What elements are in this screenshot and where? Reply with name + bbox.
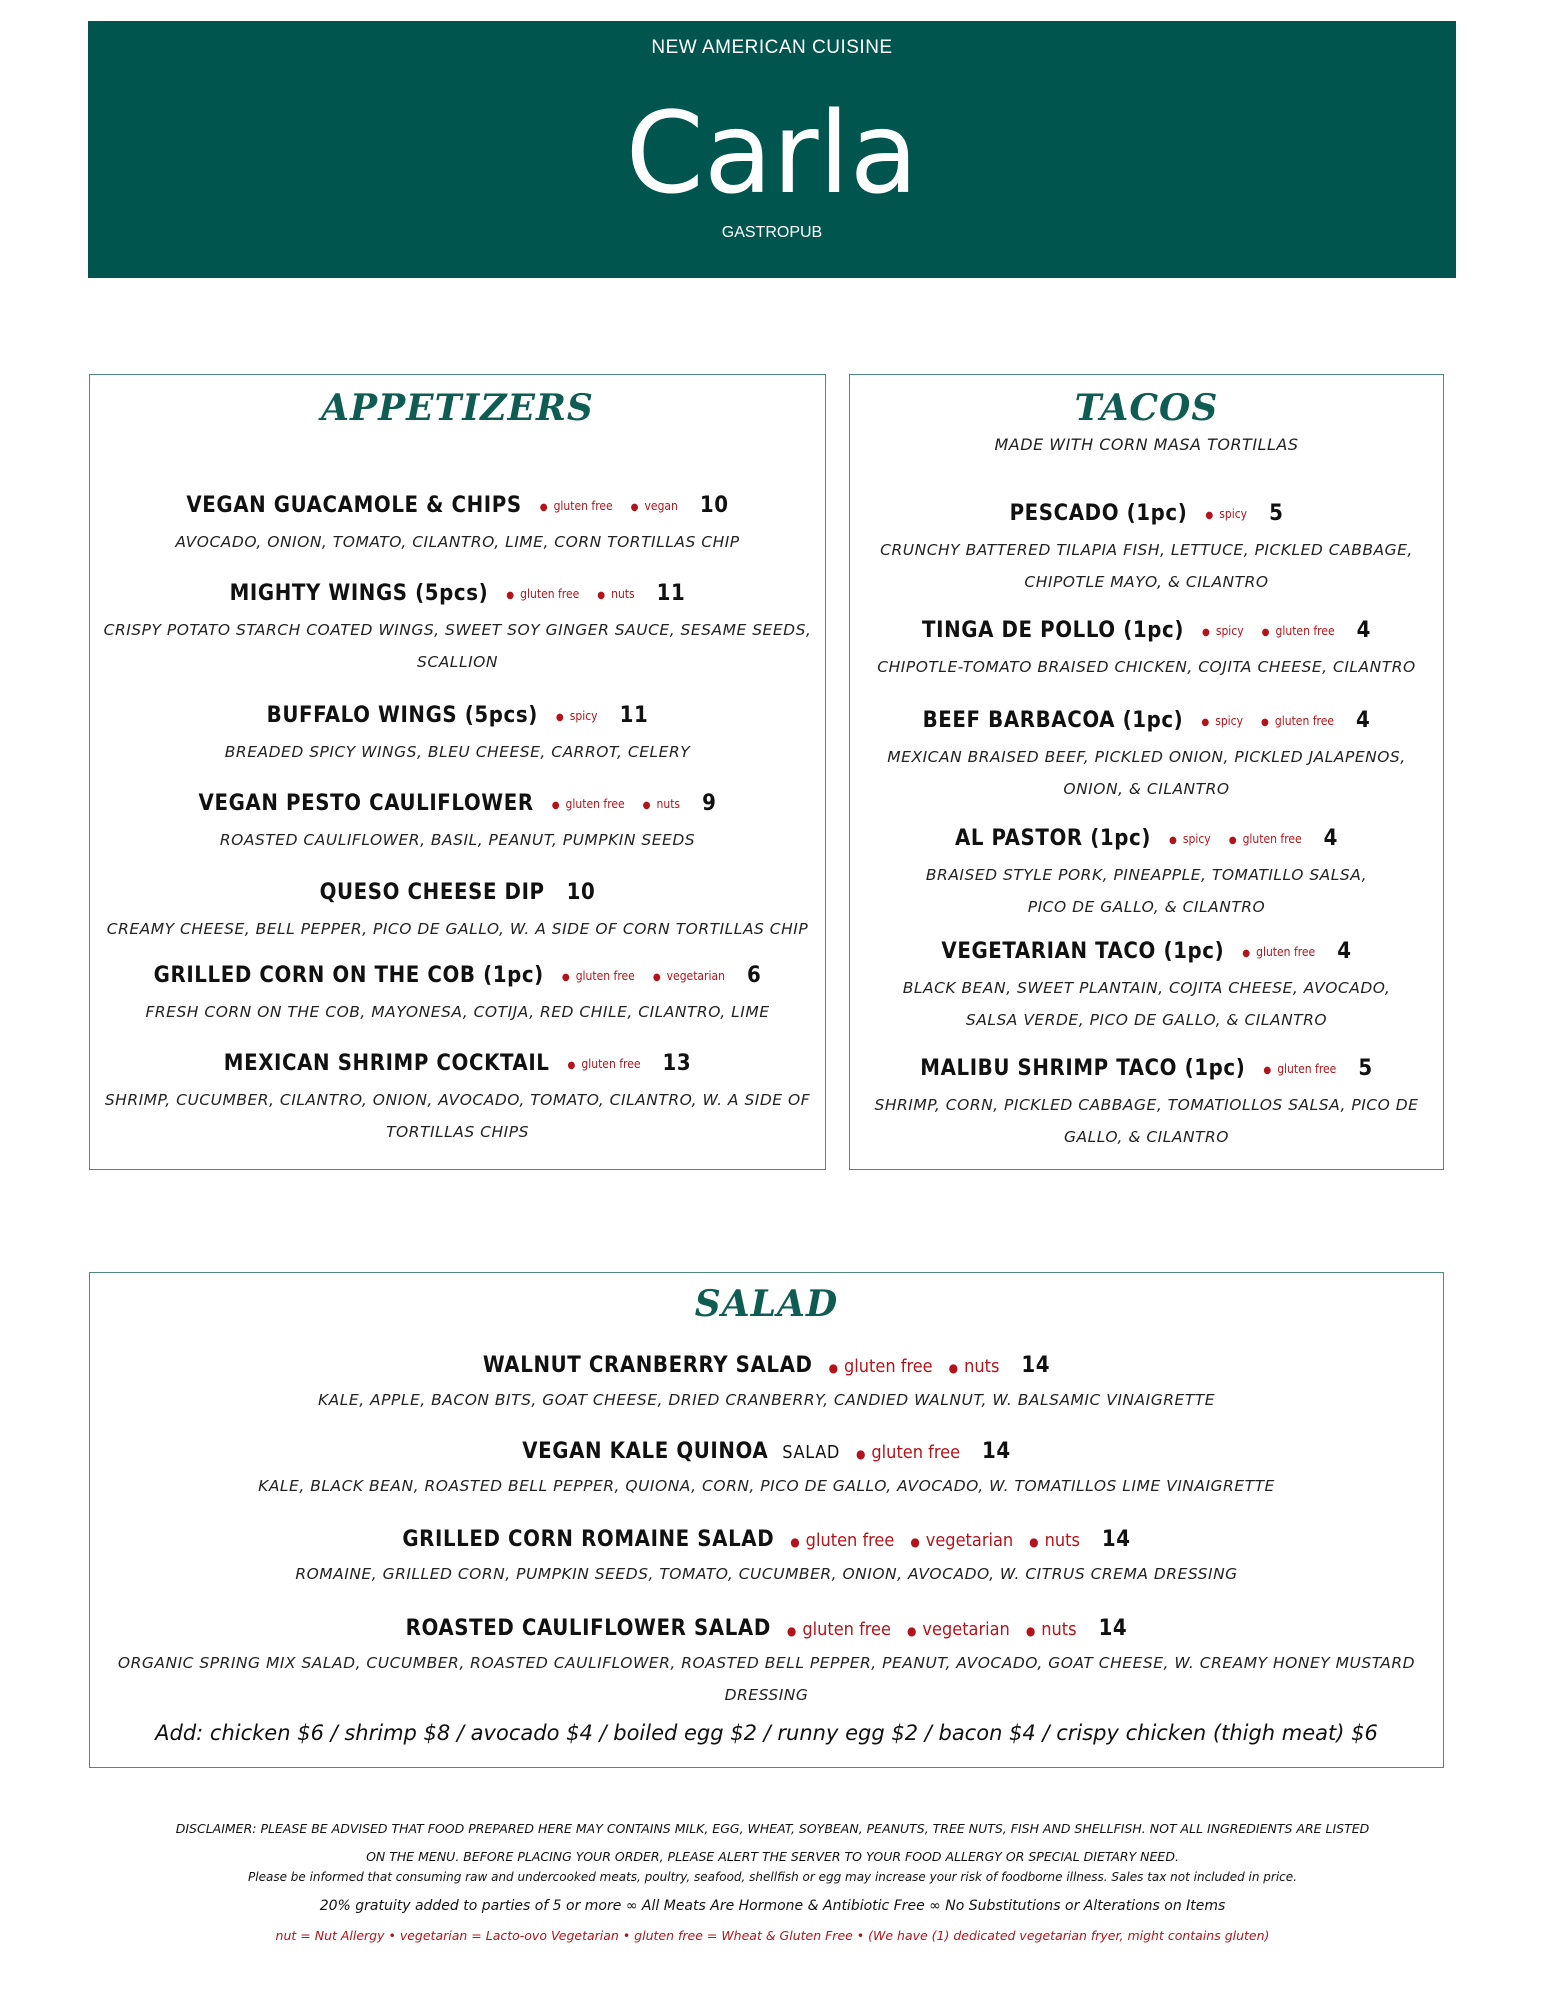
- salad-title: SALAD: [694, 1283, 839, 1325]
- menu-item-price: 6: [746, 963, 762, 988]
- description-line: KALE, BLACK BEAN, ROASTED BELL PEPPER, QUIONA, CORN, PICO DE GALLO, AVOCADO, W. TOMATILLOS LIME VINAIGRETTE: [258, 1477, 1275, 1495]
- salad-section: [89, 1272, 1444, 1768]
- dietary-tag: ● nuts: [643, 797, 680, 811]
- menu-item-name: TINGA DE POLLO (1pc): [922, 618, 1184, 643]
- menu-item: [850, 1056, 1443, 1153]
- dietary-tag: ● gluten free: [1262, 624, 1335, 638]
- menu-item-header: [90, 1616, 1443, 1641]
- menu-item-name: VEGAN KALE QUINOA: [522, 1439, 769, 1464]
- menu-item-price: 14: [1101, 1527, 1131, 1552]
- dietary-legend: nut = Nut Allergy • vegetarian = Lacto-ovo Vegetarian • gluten free = Wheat & Gluten Free • (We have (1) dedicated vegetarian fryer, might contains gluten): [275, 1928, 1270, 1943]
- menu-item-description: [850, 1089, 1443, 1153]
- menu-item-header: [90, 1051, 825, 1076]
- dietary-tag: ● gluten free: [540, 499, 613, 513]
- menu-item: [90, 963, 825, 1028]
- salad-addons: Add: chicken $6 / shrimp $8 / avocado $4 / boiled egg $2 / runny egg $2 / bacon $4 / crispy chicken (thigh meat) $6: [155, 1721, 1378, 1745]
- menu-item-description: [850, 972, 1443, 1036]
- dietary-tag: ● gluten free: [1242, 945, 1315, 959]
- menu-item-description: [90, 1558, 1443, 1590]
- description-line: CRUNCHY BATTERED TILAPIA FISH, LETTUCE, PICKLED CABBAGE,: [880, 541, 1413, 559]
- tacos-note: MADE WITH CORN MASA TORTILLAS: [994, 435, 1299, 454]
- menu-item-name: GRILLED CORN ON THE COB (1pc): [153, 963, 544, 988]
- menu-item-price: 11: [619, 703, 649, 728]
- description-line: BRAISED STYLE PORK, PINEAPPLE, TOMATILLO SALSA,: [925, 866, 1368, 884]
- description-line: TORTILLAS CHIPS: [386, 1123, 529, 1141]
- menu-item-name: ROASTED CAULIFLOWER SALAD: [405, 1616, 771, 1641]
- dietary-tag: ● gluten free: [1229, 832, 1302, 846]
- restaurant-subtitle: GASTROPUB: [721, 224, 823, 241]
- menu-item-header: [90, 880, 825, 905]
- dietary-tag: ● nuts: [1029, 1530, 1080, 1551]
- description-line: CREAMY CHEESE, BELL PEPPER, PICO DE GALLO, W. A SIDE OF CORN TORTILLAS CHIP: [106, 920, 809, 938]
- menu-item: [850, 501, 1443, 598]
- menu-item: [90, 1051, 825, 1148]
- menu-item: [850, 939, 1443, 1036]
- menu-item: [850, 826, 1443, 923]
- menu-item-name: BUFFALO WINGS (5pcs): [266, 703, 538, 728]
- description-line: CRISPY POTATO STARCH COATED WINGS, SWEET SOY GINGER SAUCE, SESAME SEEDS,: [103, 621, 812, 639]
- menu-item-price: 9: [702, 791, 717, 816]
- description-line: KALE, APPLE, BACON BITS, GOAT CHEESE, DRIED CRANBERRY, CANDIED WALNUT, W. BALSAMIC VINAIGRETTE: [318, 1391, 1215, 1409]
- dietary-tag: ● spicy: [1202, 624, 1244, 638]
- menu-item-description: [850, 651, 1443, 683]
- menu-item-name: GRILLED CORN ROMAINE SALAD: [402, 1527, 775, 1552]
- menu-item-name: MEXICAN SHRIMP COCKTAIL: [223, 1051, 550, 1076]
- dietary-tag: ● vegan: [631, 499, 678, 513]
- disclaimer-line-2: ON THE MENU. BEFORE PLACING YOUR ORDER, PLEASE ALERT THE SERVER TO YOUR FOOD ALLERGY OR SPECIAL DIETARY NEED.: [366, 1849, 1179, 1864]
- menu-item: [90, 1439, 1443, 1502]
- dietary-tag: ● gluten free: [829, 1356, 933, 1377]
- dietary-tag: ● gluten free: [1261, 714, 1334, 728]
- description-line: SCALLION: [417, 653, 498, 671]
- cuisine-kicker: NEW AMERICAN CUISINE: [651, 37, 893, 58]
- description-line: MEXICAN BRAISED BEEF, PICKLED ONION, PICKLED JALAPENOS,: [887, 748, 1406, 766]
- menu-item-header: [850, 1056, 1443, 1081]
- menu-item-header: [850, 826, 1443, 851]
- menu-item-header: [90, 963, 825, 988]
- dietary-tag: ● vegetarian: [910, 1530, 1013, 1551]
- menu-item-price: 11: [656, 581, 686, 606]
- menu-item-name: VEGAN PESTO CAULIFLOWER: [198, 791, 534, 816]
- dietary-tag: ● gluten free: [506, 587, 579, 601]
- description-line: GALLO, & CILANTRO: [1063, 1128, 1229, 1146]
- menu-item-price: 10: [699, 493, 729, 518]
- menu-item-name: PESCADO (1pc): [1009, 501, 1188, 526]
- disclaimer-line-1: DISCLAIMER: PLEASE BE ADVISED THAT FOOD PREPARED HERE MAY CONTAINS MILK, EGG, WHEAT, SOYBEAN, PEANUTS, TREE NUTS, FISH AND SHELLFISH. NOT ALL INGREDIENTS ARE LISTED: [175, 1821, 1370, 1836]
- menu-item-description: [90, 1647, 1443, 1711]
- appetizers-title: APPETIZERS: [321, 387, 594, 429]
- menu-item-price: 4: [1356, 618, 1371, 643]
- restaurant-header: [88, 21, 1456, 278]
- description-line: ROASTED CAULIFLOWER, BASIL, PEANUT, PUMPKIN SEEDS: [219, 831, 696, 849]
- menu-item-name: WALNUT CRANBERRY SALAD: [482, 1353, 813, 1378]
- dietary-tag: ● nuts: [1026, 1619, 1077, 1640]
- description-line: CHIPOTLE-TOMATO BRAISED CHICKEN, COJITA CHEESE, CILANTRO: [877, 658, 1416, 676]
- menu-item-header: [90, 1439, 1443, 1464]
- menu-item: [90, 1616, 1443, 1711]
- menu-item-price: 4: [1323, 826, 1339, 851]
- dietary-tag: ● gluten free: [787, 1619, 891, 1640]
- raw-food-notice: Please be informed that consuming raw and undercooked meats, poultry, seafood, shellfish or egg may increase your risk of foodborne illness. Sales tax not included in price.: [248, 1870, 1297, 1884]
- menu-item: [90, 1527, 1443, 1590]
- menu-item-header: [90, 581, 825, 606]
- description-line: ROMAINE, GRILLED CORN, PUMPKIN SEEDS, TOMATO, CUCUMBER, ONION, AVOCADO, W. CITRUS CREMA DRESSING: [295, 1565, 1238, 1583]
- menu-item-name: MIGHTY WINGS (5pcs): [229, 581, 489, 606]
- description-line: BREADED SPICY WINGS, BLEU CHEESE, CARROT, CELERY: [224, 743, 691, 761]
- menu-item-description: [850, 741, 1443, 805]
- menu-item-header: [90, 493, 825, 518]
- description-line: BLACK BEAN, SWEET PLANTAIN, COJITA CHEESE, AVOCADO,: [902, 979, 1391, 997]
- dietary-tag: ● spicy: [1205, 507, 1247, 521]
- menu-item: [90, 880, 825, 945]
- menu-item-name: VEGAN GUACAMOLE & CHIPS: [186, 493, 522, 518]
- menu-item-description: [90, 913, 825, 945]
- menu-item-name: QUESO CHEESE DIP: [319, 880, 545, 905]
- dietary-tag: ● gluten free: [790, 1530, 894, 1551]
- menu-item-suffix: SALAD: [782, 1442, 840, 1463]
- dietary-tag: ● gluten free: [568, 1057, 641, 1071]
- menu-item-price: 4: [1355, 708, 1371, 733]
- menu-item-header: [90, 791, 825, 816]
- menu-item-description: [90, 996, 825, 1028]
- dietary-tag: ● gluten free: [856, 1442, 960, 1463]
- menu-item-price: 4: [1337, 939, 1352, 964]
- appetizers-section: [89, 374, 826, 1170]
- description-line: PICO DE GALLO, & CILANTRO: [1027, 898, 1266, 916]
- description-line: ORGANIC SPRING MIX SALAD, CUCUMBER, ROASTED CAULIFLOWER, ROASTED BELL PEPPER, PEANUT, AVOCADO, GOAT CHEESE, W. CREAMY HONEY MUSTARD: [117, 1654, 1416, 1672]
- menu-item-name: AL PASTOR (1pc): [954, 826, 1152, 851]
- menu-item: [90, 791, 825, 856]
- menu-item-description: [850, 534, 1443, 598]
- menu-item-header: [90, 703, 825, 728]
- dietary-tag: ● vegetarian: [907, 1619, 1010, 1640]
- menu-item-name: BEEF BARBACOA (1pc): [922, 708, 1184, 733]
- menu-item-header: [90, 1527, 1443, 1552]
- menu-item-price: 14: [1021, 1353, 1051, 1378]
- menu-item-header: [90, 1353, 1443, 1378]
- menu-item-price: 14: [1098, 1616, 1128, 1641]
- menu-item: [90, 581, 825, 678]
- disclaimer: [90, 1815, 1455, 1871]
- menu-item-price: 14: [982, 1439, 1011, 1464]
- menu-item: [90, 493, 825, 558]
- tacos-title: TACOS: [1074, 387, 1219, 429]
- menu-item-description: [90, 1384, 1443, 1416]
- description-line: DRESSING: [724, 1686, 809, 1704]
- menu-item: [850, 618, 1443, 683]
- menu-item-header: [850, 501, 1443, 526]
- menu-item-price: 13: [662, 1051, 692, 1076]
- dietary-tag: ● spicy: [556, 709, 598, 723]
- menu-item-description: [90, 736, 825, 768]
- dietary-tag: ● nuts: [597, 587, 634, 601]
- menu-item-description: [90, 614, 825, 678]
- menu-item-description: [90, 1470, 1443, 1502]
- menu-item-description: [90, 824, 825, 856]
- menu-item: [90, 1353, 1443, 1416]
- description-line: SHRIMP, CUCUMBER, CILANTRO, ONION, AVOCADO, TOMATO, CILANTRO, W. A SIDE OF: [104, 1091, 811, 1109]
- menu-item-description: [90, 1084, 825, 1148]
- dietary-tag: ● gluten free: [552, 797, 625, 811]
- menu-item-description: [90, 526, 825, 558]
- dietary-tag: ● spicy: [1169, 832, 1211, 846]
- policy-line: 20% gratuity added to parties of 5 or more ∞ All Meats Are Hormone & Antibiotic Free ∞ No Substitutions or Alterations on Items: [319, 1898, 1226, 1914]
- dietary-tag: ● gluten free: [562, 969, 635, 983]
- tacos-section: [849, 374, 1444, 1170]
- description-line: SALSA VERDE, PICO DE GALLO, & CILANTRO: [965, 1011, 1328, 1029]
- menu-item: [90, 703, 825, 768]
- menu-item-description: [850, 859, 1443, 923]
- dietary-tag: ● gluten free: [1263, 1062, 1336, 1076]
- description-line: ONION, & CILANTRO: [1063, 780, 1230, 798]
- description-line: CHIPOTLE MAYO, & CILANTRO: [1024, 573, 1269, 591]
- dietary-tag: ● nuts: [949, 1356, 1000, 1377]
- menu-item-header: [850, 939, 1443, 964]
- menu-item-name: VEGETARIAN TACO (1pc): [941, 939, 1225, 964]
- menu-item-name: MALIBU SHRIMP TACO (1pc): [920, 1056, 1246, 1081]
- description-line: FRESH CORN ON THE COB, MAYONESA, COTIJA, RED CHILE, CILANTRO, LIME: [145, 1003, 770, 1021]
- menu-item-price: 10: [566, 880, 596, 905]
- menu-item-price: 5: [1358, 1056, 1373, 1081]
- description-line: SHRIMP, CORN, PICKLED CABBAGE, TOMATIOLLOS SALSA, PICO DE: [874, 1096, 1419, 1114]
- dietary-tag: ● spicy: [1201, 714, 1243, 728]
- menu-item-header: [850, 708, 1443, 733]
- menu-item-header: [850, 618, 1443, 643]
- menu-item: [850, 708, 1443, 805]
- dietary-tag: ● vegetarian: [653, 969, 725, 983]
- restaurant-name: Carla: [625, 89, 919, 219]
- menu-item-price: 5: [1269, 501, 1284, 526]
- description-line: AVOCADO, ONION, TOMATO, CILANTRO, LIME, CORN TORTILLAS CHIP: [175, 533, 740, 551]
